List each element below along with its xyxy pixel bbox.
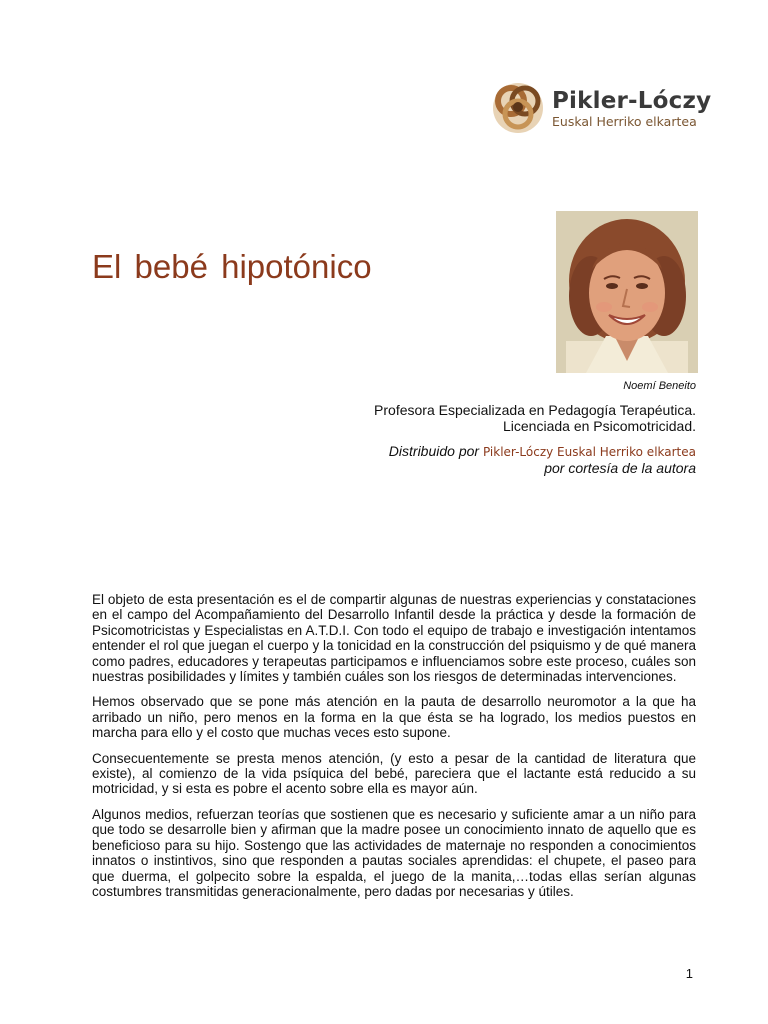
logo-title: Pikler-Lóczy — [552, 87, 712, 114]
credential-line: Licenciada en Psicomotricidad. — [503, 418, 696, 434]
logo-knot-icon — [490, 80, 546, 136]
logo — [490, 80, 711, 136]
author-credentials — [374, 402, 696, 434]
distribution-note — [389, 443, 696, 476]
courtesy-note: por cortesía de la autora — [544, 460, 696, 476]
paragraph: El objeto de esta presentación es el de compartir algunas de nuestras experiencias y constataciones en el campo del Acompañamiento del Desarrollo Infantil desde la práctica y desde la formación de Psicomotricistas y Especialistas en A.T.D.I. Con todo el equipo de trabajo e investigación intentamos entender el rol que juegan el cuerpo y la tonicidad en la construcción del psiquismo y de qué manera como padres, educadores y terapeutas participamos e influenciamos sobre este proceso, cuáles son nuestras posibilidades y límites y también cuáles son los riesgos de determinadas intervenciones. — [92, 592, 696, 685]
page-number: 1 — [685, 966, 693, 981]
credential-line: Profesora Especializada en Pedagogía Terapéutica. — [374, 402, 696, 418]
logo-subtitle: Euskal Herriko elkartea — [552, 113, 697, 129]
distributor-org: Pikler-Lóczy Euskal Herriko elkartea — [482, 445, 696, 459]
author-portrait — [556, 211, 698, 373]
distributed-label: Distribuido por — [388, 443, 480, 459]
paragraph: Consecuentemente se presta menos atención, (y esto a pesar de la cantidad de literatura que existe), al comienzo de la vida psíquica del bebé, pareciera que el lactante está reducido a su motricidad, y si esta es pobre el acento sobre ella es mayor aún. — [92, 750, 696, 797]
paragraph: Hemos observado que se pone más atención en la pauta de desarrollo neuromotor a la que ha arribado un niño, pero menos en la forma en la que ésta se ha logrado, los medios puestos en marcha para ello y el costo que muchas veces esto supone. — [92, 694, 696, 741]
author-name: Noemí Beneito — [623, 380, 696, 392]
document-title: El bebé hipotónico — [92, 248, 372, 285]
paragraph: Algunos medios, refuerzan teorías que sostienen que es necesario y suficiente amar a un niño para que todo se desarrolle bien y afirman que la madre posee un conocimiento innato de aquello que es beneficioso para su hijo. Sostengo que las actividades de maternaje no responden a conocimientos innatos o instintivos, sino que responden a pautas sociales aprendidas: el chupete, el paseo para que duerma, el golpecito sobre la espalda, el juego de la manita,…todas ellas serían algunas costumbres transmitidas generacionalmente, pero dadas por necesarias y útiles. — [92, 806, 696, 899]
body-text — [92, 592, 696, 909]
